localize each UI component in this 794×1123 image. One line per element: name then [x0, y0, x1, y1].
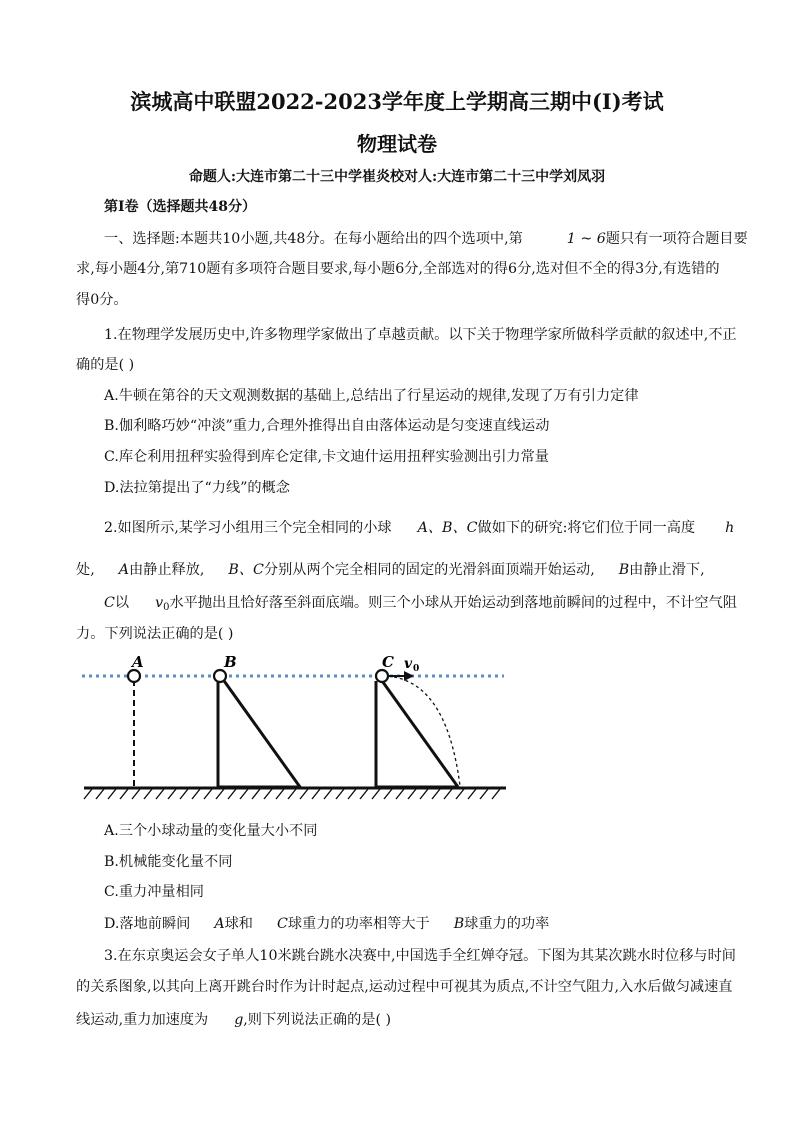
incline-b	[218, 678, 300, 787]
hatch-mark	[468, 789, 476, 799]
label-a: A	[132, 653, 144, 671]
hatch-mark	[264, 789, 272, 799]
instructions-line-2: 求,每小题4分,第710题有多项符合题目要求,每小题6分,全部选对的得6分,选对但不全的得3分,有选错的	[76, 261, 720, 277]
label-v: v	[404, 656, 413, 672]
hatch-mark	[480, 789, 488, 799]
q2-stem-line-2: 处, A由静止释放, B、C分别从两个完全相同的固定的光滑斜面顶端开始运动, B由静止滑下,	[76, 562, 705, 578]
q1-option-b: B.伽利略巧妙“冲淡”重力,合理外推得出自由落体运动是匀变速直线运动	[104, 418, 550, 434]
hatch-mark	[420, 789, 428, 799]
subject-title: 物理试卷	[357, 132, 437, 156]
ground-hatching	[84, 789, 500, 799]
q1-option-c: C.库仑利用扭秤实验得到库仑定律,卡文迪什运用扭秤实验测出引力常量	[104, 449, 549, 465]
hatch-mark	[276, 789, 284, 799]
hatch-mark	[180, 789, 188, 799]
hatch-mark	[216, 789, 224, 799]
hatch-mark	[168, 789, 176, 799]
q2-stem-line-1: 2.如图所示,某学习小组用三个完全相同的小球 A、B、C做如下的研究:将它们位于同一高度 h	[104, 520, 735, 536]
ball-c	[376, 670, 388, 682]
ball-a	[128, 670, 140, 682]
hatch-mark	[360, 789, 368, 799]
q1-option-a: A.牛顿在第谷的天文观测数据的基础上,总结出了行星运动的规律,发现了万有引力定律	[104, 388, 639, 404]
exam-title: 滨城高中联盟2022-2023学年度上学期高三期中(I)考试	[130, 89, 664, 114]
hatch-mark	[336, 789, 344, 799]
hatch-mark	[144, 789, 152, 799]
q2-option-d: D.落地前瞬间 A球和 C球重力的功率相等大于 B球重力的功率	[104, 916, 550, 932]
q2-option-a: A.三个小球动量的变化量大小不同	[104, 823, 318, 839]
incline-c	[376, 678, 458, 787]
hatch-mark	[492, 789, 500, 799]
instructions-line-3: 得0分。	[76, 292, 128, 308]
label-v-sub: 0	[413, 664, 420, 674]
q3-stem-line-2: 的关系图象,以其向上离开跳台时作为计时起点,运动过程中可视其为质点,不计空气阻力,入水后做匀减速直	[76, 979, 733, 995]
hatch-mark	[108, 789, 116, 799]
hatch-mark	[156, 789, 164, 799]
q2-stem-line-4: 力。下列说法正确的是( )	[76, 626, 234, 642]
q3-stem-line-3: 线运动,重力加速度为 g,则下列说法正确的是( )	[76, 1012, 392, 1028]
hatch-mark	[300, 789, 308, 799]
authors-line: 命题人:大连市第二十三中学崔炎校对人:大连市第二十三中学刘凤羽	[188, 169, 606, 185]
instructions-line-1: 一、选择题:本题共10小题,共48分。在每小题给出的四个选项中,第 1 ~ 6题只有一项符合题目要	[104, 231, 748, 247]
projectile-trajectory	[382, 676, 460, 786]
hatch-mark	[192, 789, 200, 799]
q2-option-b: B.机械能变化量不同	[104, 854, 233, 870]
section-title: 第I卷（选择题共48分）	[104, 199, 257, 215]
hatch-mark	[348, 789, 356, 799]
hatch-mark	[252, 789, 260, 799]
ball-b	[214, 670, 226, 682]
hatch-mark	[456, 789, 464, 799]
hatch-mark	[204, 789, 212, 799]
hatch-mark	[228, 789, 236, 799]
hatch-mark	[372, 789, 380, 799]
hatch-mark	[120, 789, 128, 799]
q1-option-d: D.法拉第提出了“力线”的概念	[104, 480, 290, 496]
hatch-mark	[132, 789, 140, 799]
hatch-mark	[444, 789, 452, 799]
hatch-mark	[312, 789, 320, 799]
label-b: B	[224, 653, 237, 671]
q2-stem-line-3: C以 $v_0$水平抛出且恰好落至斜面底端。则三个小球从开始运动到落地前瞬间的过程中，不计空气阻	[104, 595, 737, 613]
q2-figure	[76, 652, 506, 802]
q2-option-c: C.重力冲量相同	[104, 884, 204, 900]
q1-stem-line-2: 确的是( )	[76, 357, 135, 373]
q3-stem-line-1: 3.在东京奥运会女子单人10米跳台跳水决赛中,中国选手全红婵夺冠。下图为其某次跳水时位移与时间	[104, 948, 736, 964]
hatch-mark	[432, 789, 440, 799]
hatch-mark	[324, 789, 332, 799]
hatch-mark	[384, 789, 392, 799]
hatch-mark	[288, 789, 296, 799]
hatch-mark	[96, 789, 104, 799]
hatch-mark	[240, 789, 248, 799]
hatch-mark	[408, 789, 416, 799]
hatch-mark	[84, 789, 92, 799]
hatch-mark	[396, 789, 404, 799]
label-c: C	[382, 653, 394, 671]
q1-stem-line-1: 1.在物理学发展历史中,许多物理学家做出了卓越贡献。以下关于物理学家所做科学贡献的叙述中,不正	[104, 327, 737, 343]
